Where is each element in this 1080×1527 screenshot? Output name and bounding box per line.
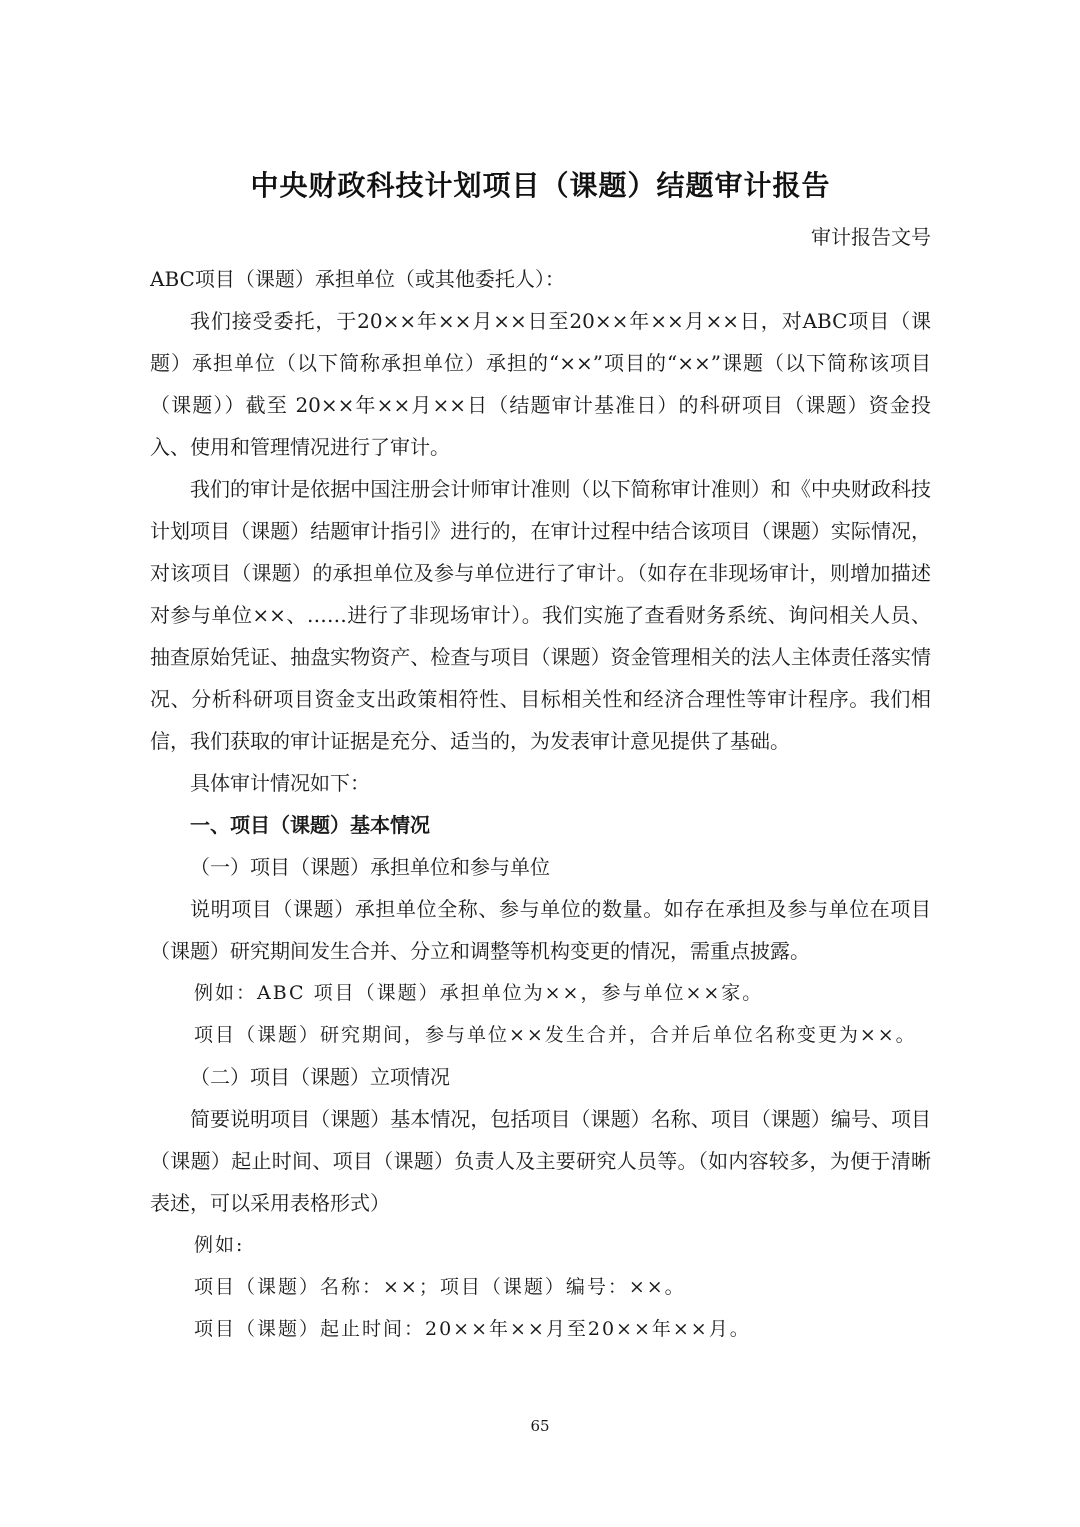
subsection-heading-project-setup: （二）项目（课题）立项情况: [190, 1065, 450, 1089]
paragraph-engagement: 我们接受委托，于20××年××月××日至20××年××月××日，对ABC项目（课题）承担单位（以下简称承担单位）承担的“××”项目的“××”课题（以下简称该项目（课题））截至 20××年××月××日（结题审计基准日）的科研项目（课题）资金投入、使用和管理情况进行了审计。: [150, 309, 931, 459]
paragraph-audit-basis: 我们的审计是依据中国注册会计师审计准则（以下简称审计准则）和《中央财政科技计划项目（课题）结题审计指引》进行的，在审计过程中结合该项目（课题）实际情况，对该项目（课题）的承担单位及参与单位进行了审计。（如存在非现场审计，则增加描述对参与单位××、……进行了非现场审计）。我们实施了查看财务系统、询问相关人员、抽查原始凭证、抽盘实物资产、检查与项目（课题）资金管理相关的法人主体责任落实情况、分析科研项目资金支出政策相符性、目标相关性和经济合理性等审计程序。我们相信，我们获取的审计证据是充分、适当的，为发表审计意见提供了基础。: [150, 477, 931, 753]
subsection-text-units: 说明项目（课题）承担单位全称、参与单位的数量。如存在承担及参与单位在项目（课题）研究期间发生合并、分立和调整等机构变更的情况，需重点披露。: [150, 897, 931, 963]
subsection-heading-units: （一）项目（课题）承担单位和参与单位: [190, 855, 550, 879]
example-label: 例如:: [194, 1234, 245, 1256]
section-heading-basic-info: 一、项目（课题）基本情况: [190, 813, 430, 837]
subsection-text-project-setup: 简要说明项目（课题）基本情况，包括项目（课题）名称、项目（课题）编号、项目（课题）起止时间、项目（课题）负责人及主要研究人员等。（如内容较多，为便于清晰表述，可以采用表格形式）: [150, 1107, 931, 1215]
report-doc-number: 审计报告文号: [811, 225, 931, 249]
example-line-project-2: 项目（课题）起止时间：20××年××月至20××年××月。: [194, 1318, 751, 1340]
example-line-units-2: 项目（课题）研究期间，参与单位××发生合并，合并后单位名称变更为××。: [194, 1024, 917, 1046]
example-line-units-1: 例如：ABC 项目（课题）承担单位为××，参与单位××家。: [194, 982, 764, 1004]
paragraph-details-intro: 具体审计情况如下：: [190, 771, 370, 795]
document-title: 中央财政科技计划项目（课题）结题审计报告: [250, 169, 831, 202]
addressee: ABC项目（课题）承担单位（或其他委托人）：: [150, 267, 565, 291]
example-line-project-1: 项目（课题）名称：××；项目（课题）编号：××。: [194, 1276, 686, 1298]
page-number: 65: [530, 1417, 550, 1435]
document-page: [150, 160, 931, 1350]
